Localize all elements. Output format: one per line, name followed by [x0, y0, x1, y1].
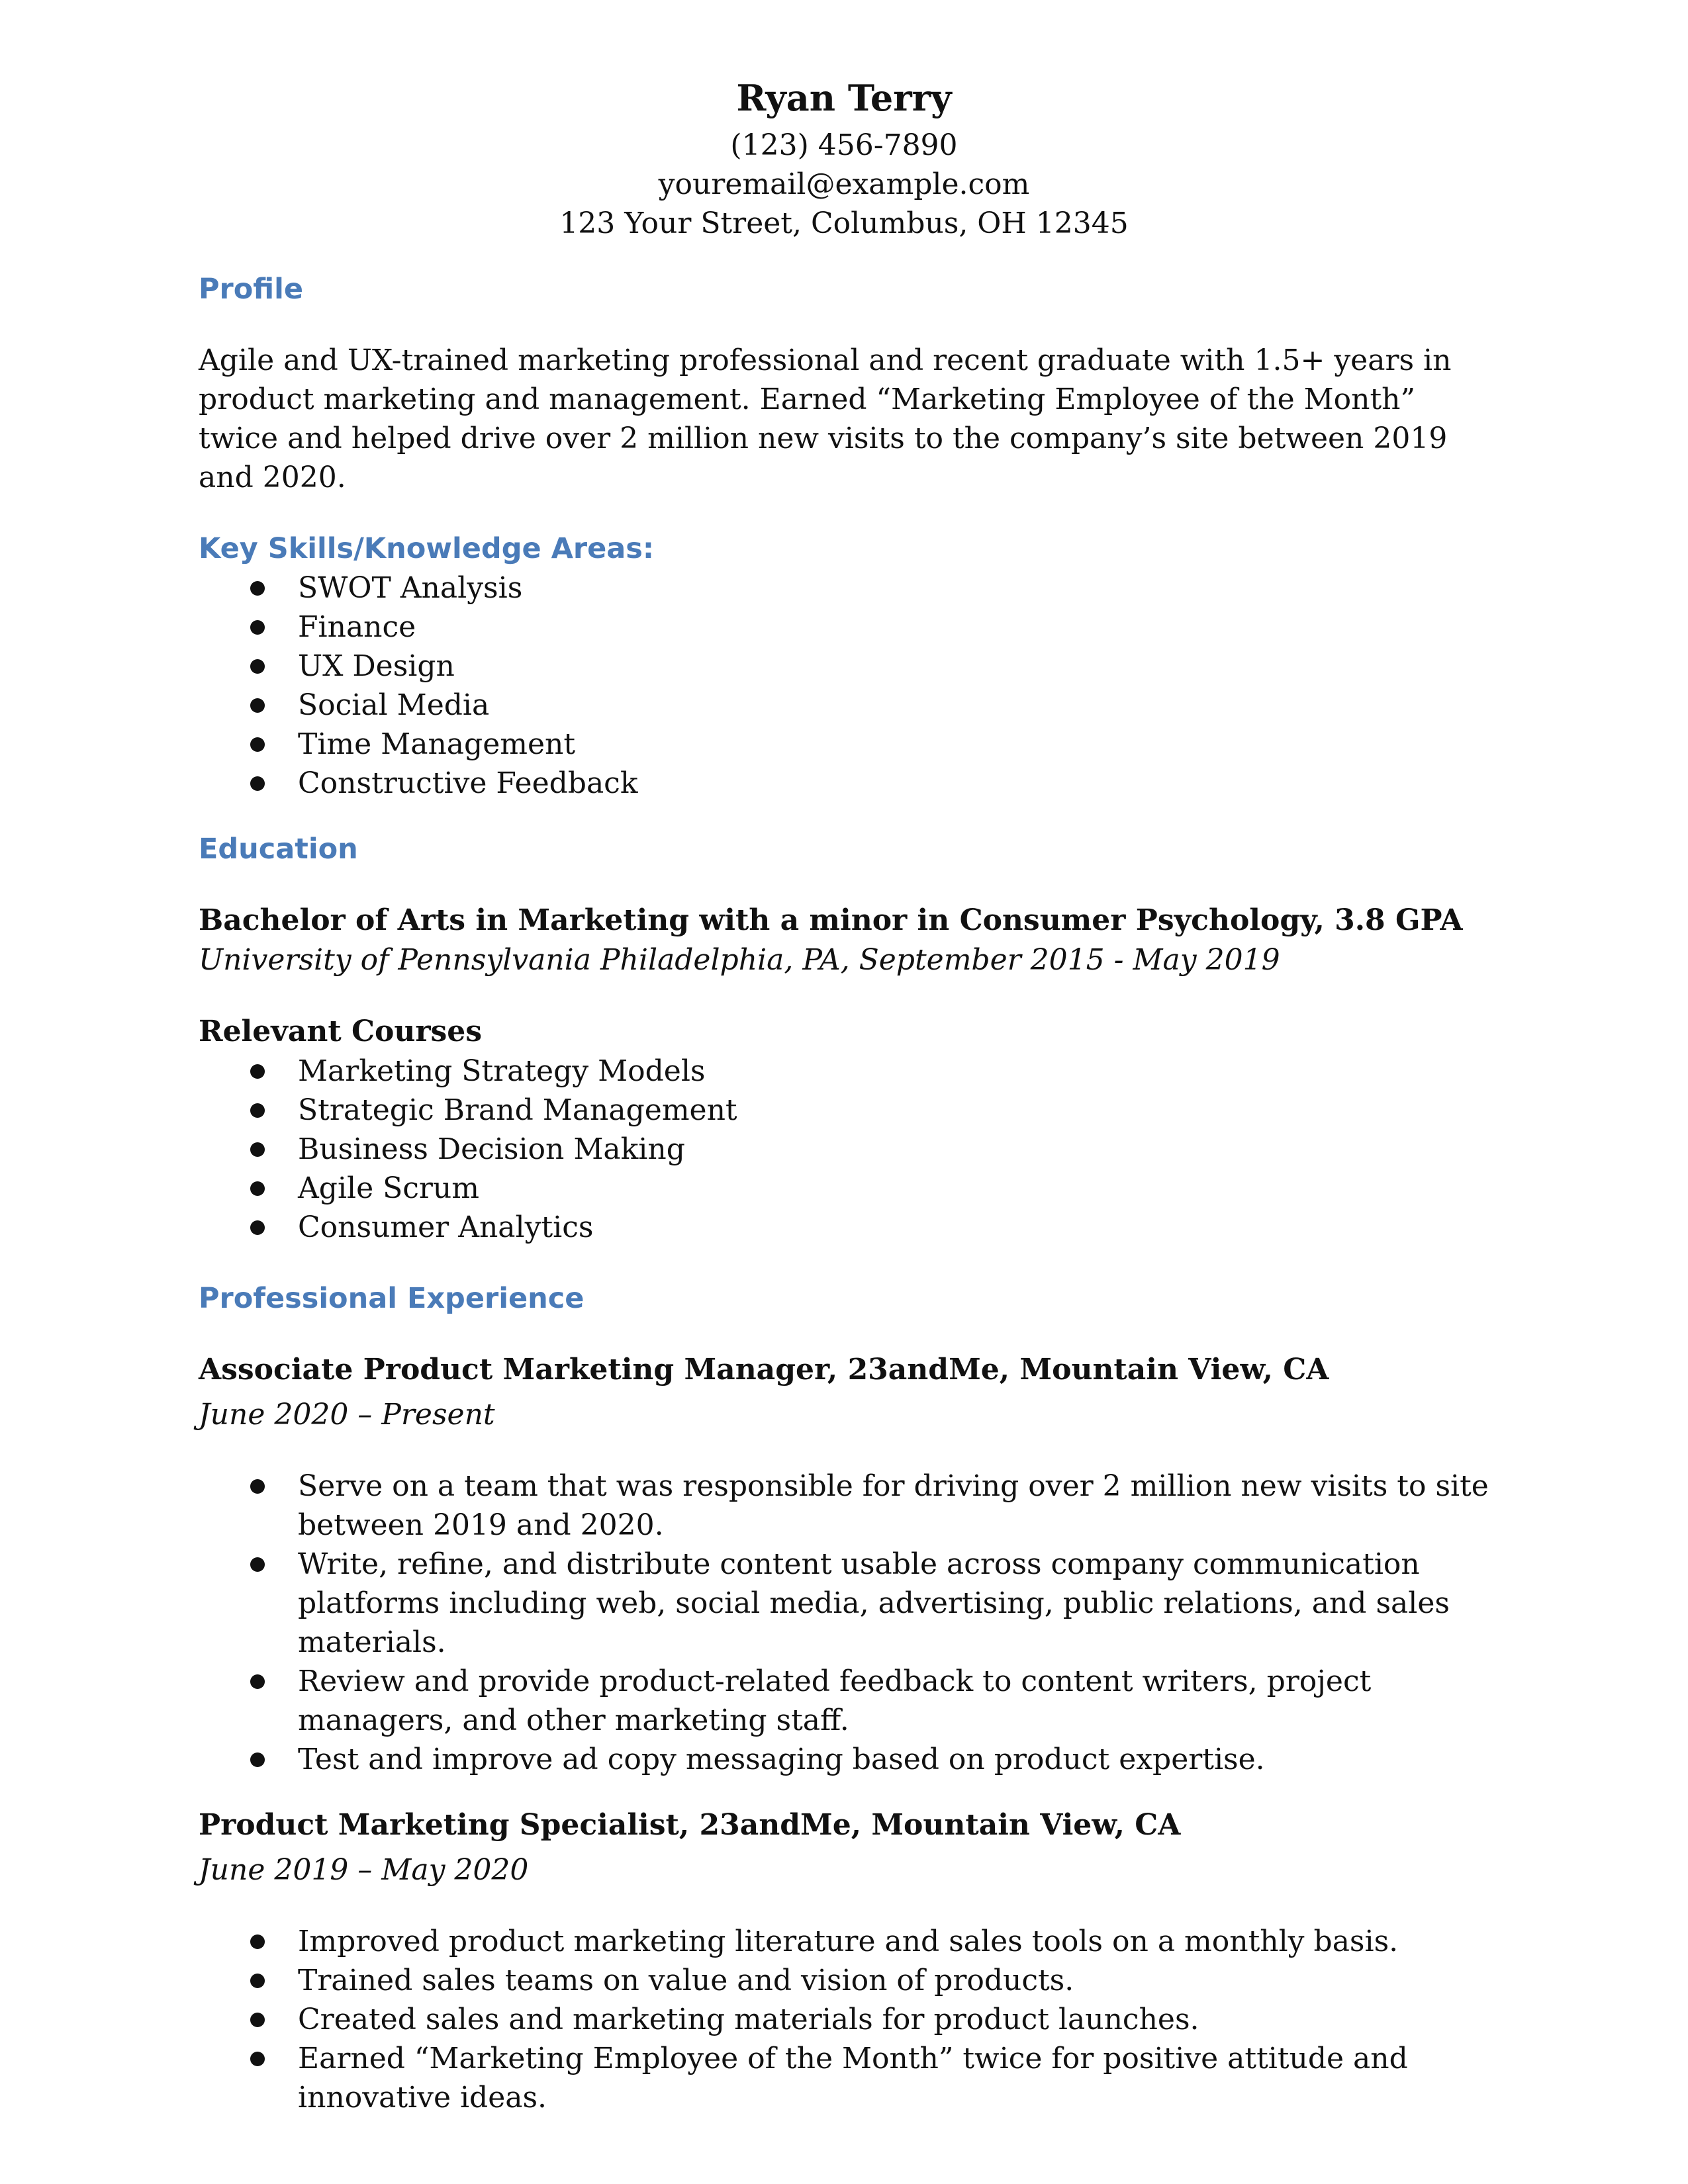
list-item: Time Management	[199, 725, 1489, 764]
bullet-icon	[250, 1181, 265, 1196]
street-address: 123 Your Street, Columbus, OH 12345	[559, 206, 1129, 240]
bullet-icon	[250, 1752, 265, 1767]
degree-title: Bachelor of Arts in Marketing with a minor in Consumer Psychology, 3.8 GPA	[199, 903, 1463, 937]
school-details: University of Pennsylvania Philadelphia, PA, September 2015 - May 2019	[199, 943, 1280, 977]
list-item: Social Media	[199, 686, 1489, 725]
bullet-icon	[250, 1934, 265, 1949]
phone-number: (123) 456-7890	[730, 128, 958, 162]
bullet-icon	[250, 2013, 265, 2027]
experience-heading: Professional Experience	[199, 1282, 585, 1315]
resume-header	[199, 0, 1489, 243]
list-item: Marketing Strategy Models	[199, 1052, 1489, 1091]
courses-list	[199, 1052, 1489, 1247]
job-title: Associate Product Marketing Manager, 23andMe, Mountain View, CA	[199, 1353, 1329, 1387]
list-item: Created sales and marketing materials for product launches.	[199, 2000, 1489, 2039]
bullet-icon	[250, 1479, 265, 1494]
job-duties-list	[199, 1467, 1489, 1779]
bullet-icon	[250, 698, 265, 713]
bullet-icon	[250, 1974, 265, 1988]
job-dates: June 2019 – May 2020	[199, 1853, 529, 1887]
candidate-name: Ryan Terry	[736, 77, 952, 119]
list-item: Test and improve ad copy messaging based on product expertise.	[199, 1740, 1489, 1779]
job-dates: June 2020 – Present	[199, 1398, 495, 1432]
profile-heading: Profile	[199, 273, 304, 306]
email-address: youremail@example.com	[658, 167, 1030, 201]
education-heading: Education	[199, 833, 358, 866]
bullet-icon	[250, 776, 265, 791]
list-item: Constructive Feedback	[199, 764, 1489, 803]
list-item: Review and provide product-related feedback to content writers, project managers, and other marketing staff.	[199, 1662, 1489, 1740]
bullet-icon	[250, 1064, 265, 1079]
list-item: Improved product marketing literature and sales tools on a monthly basis.	[199, 1922, 1489, 1961]
profile-summary: Agile and UX-trained marketing professional and recent graduate with 1.5+ years in product marketing and management. Earned “Marketing Employee of the Month” twice and helped drive over 2 million new visits to the company’s site between 2019 and 2020.	[199, 343, 1452, 494]
job-duties-list	[199, 1922, 1489, 2117]
list-item: Trained sales teams on value and vision of products.	[199, 1961, 1489, 2000]
list-item: Serve on a team that was responsible for driving over 2 million new visits to site between 2019 and 2020.	[199, 1467, 1489, 1545]
bullet-icon	[250, 659, 265, 674]
bullet-icon	[250, 1103, 265, 1118]
bullet-icon	[250, 620, 265, 635]
list-item: Agile Scrum	[199, 1169, 1489, 1208]
bullet-icon	[250, 1142, 265, 1157]
list-item: Earned “Marketing Employee of the Month” twice for positive attitude and innovative ideas.	[199, 2039, 1489, 2117]
bullet-icon	[250, 2052, 265, 2066]
list-item: Write, refine, and distribute content usable across company communication platforms including web, social media, advertising, public relations, and sales materials.	[199, 1545, 1489, 1662]
list-item: Business Decision Making	[199, 1130, 1489, 1169]
bullet-icon	[250, 581, 265, 596]
list-item: Consumer Analytics	[199, 1208, 1489, 1247]
list-item: Strategic Brand Management	[199, 1091, 1489, 1130]
list-item: UX Design	[199, 647, 1489, 686]
skills-list	[199, 569, 1489, 803]
bullet-icon	[250, 1220, 265, 1235]
list-item: SWOT Analysis	[199, 569, 1489, 608]
job-title: Product Marketing Specialist, 23andMe, Mountain View, CA	[199, 1808, 1181, 1842]
bullet-icon	[250, 737, 265, 752]
bullet-icon	[250, 1557, 265, 1572]
list-item: Finance	[199, 608, 1489, 647]
skills-heading: Key Skills/Knowledge Areas:	[199, 532, 655, 565]
bullet-icon	[250, 1674, 265, 1689]
courses-heading: Relevant Courses	[199, 1015, 483, 1048]
